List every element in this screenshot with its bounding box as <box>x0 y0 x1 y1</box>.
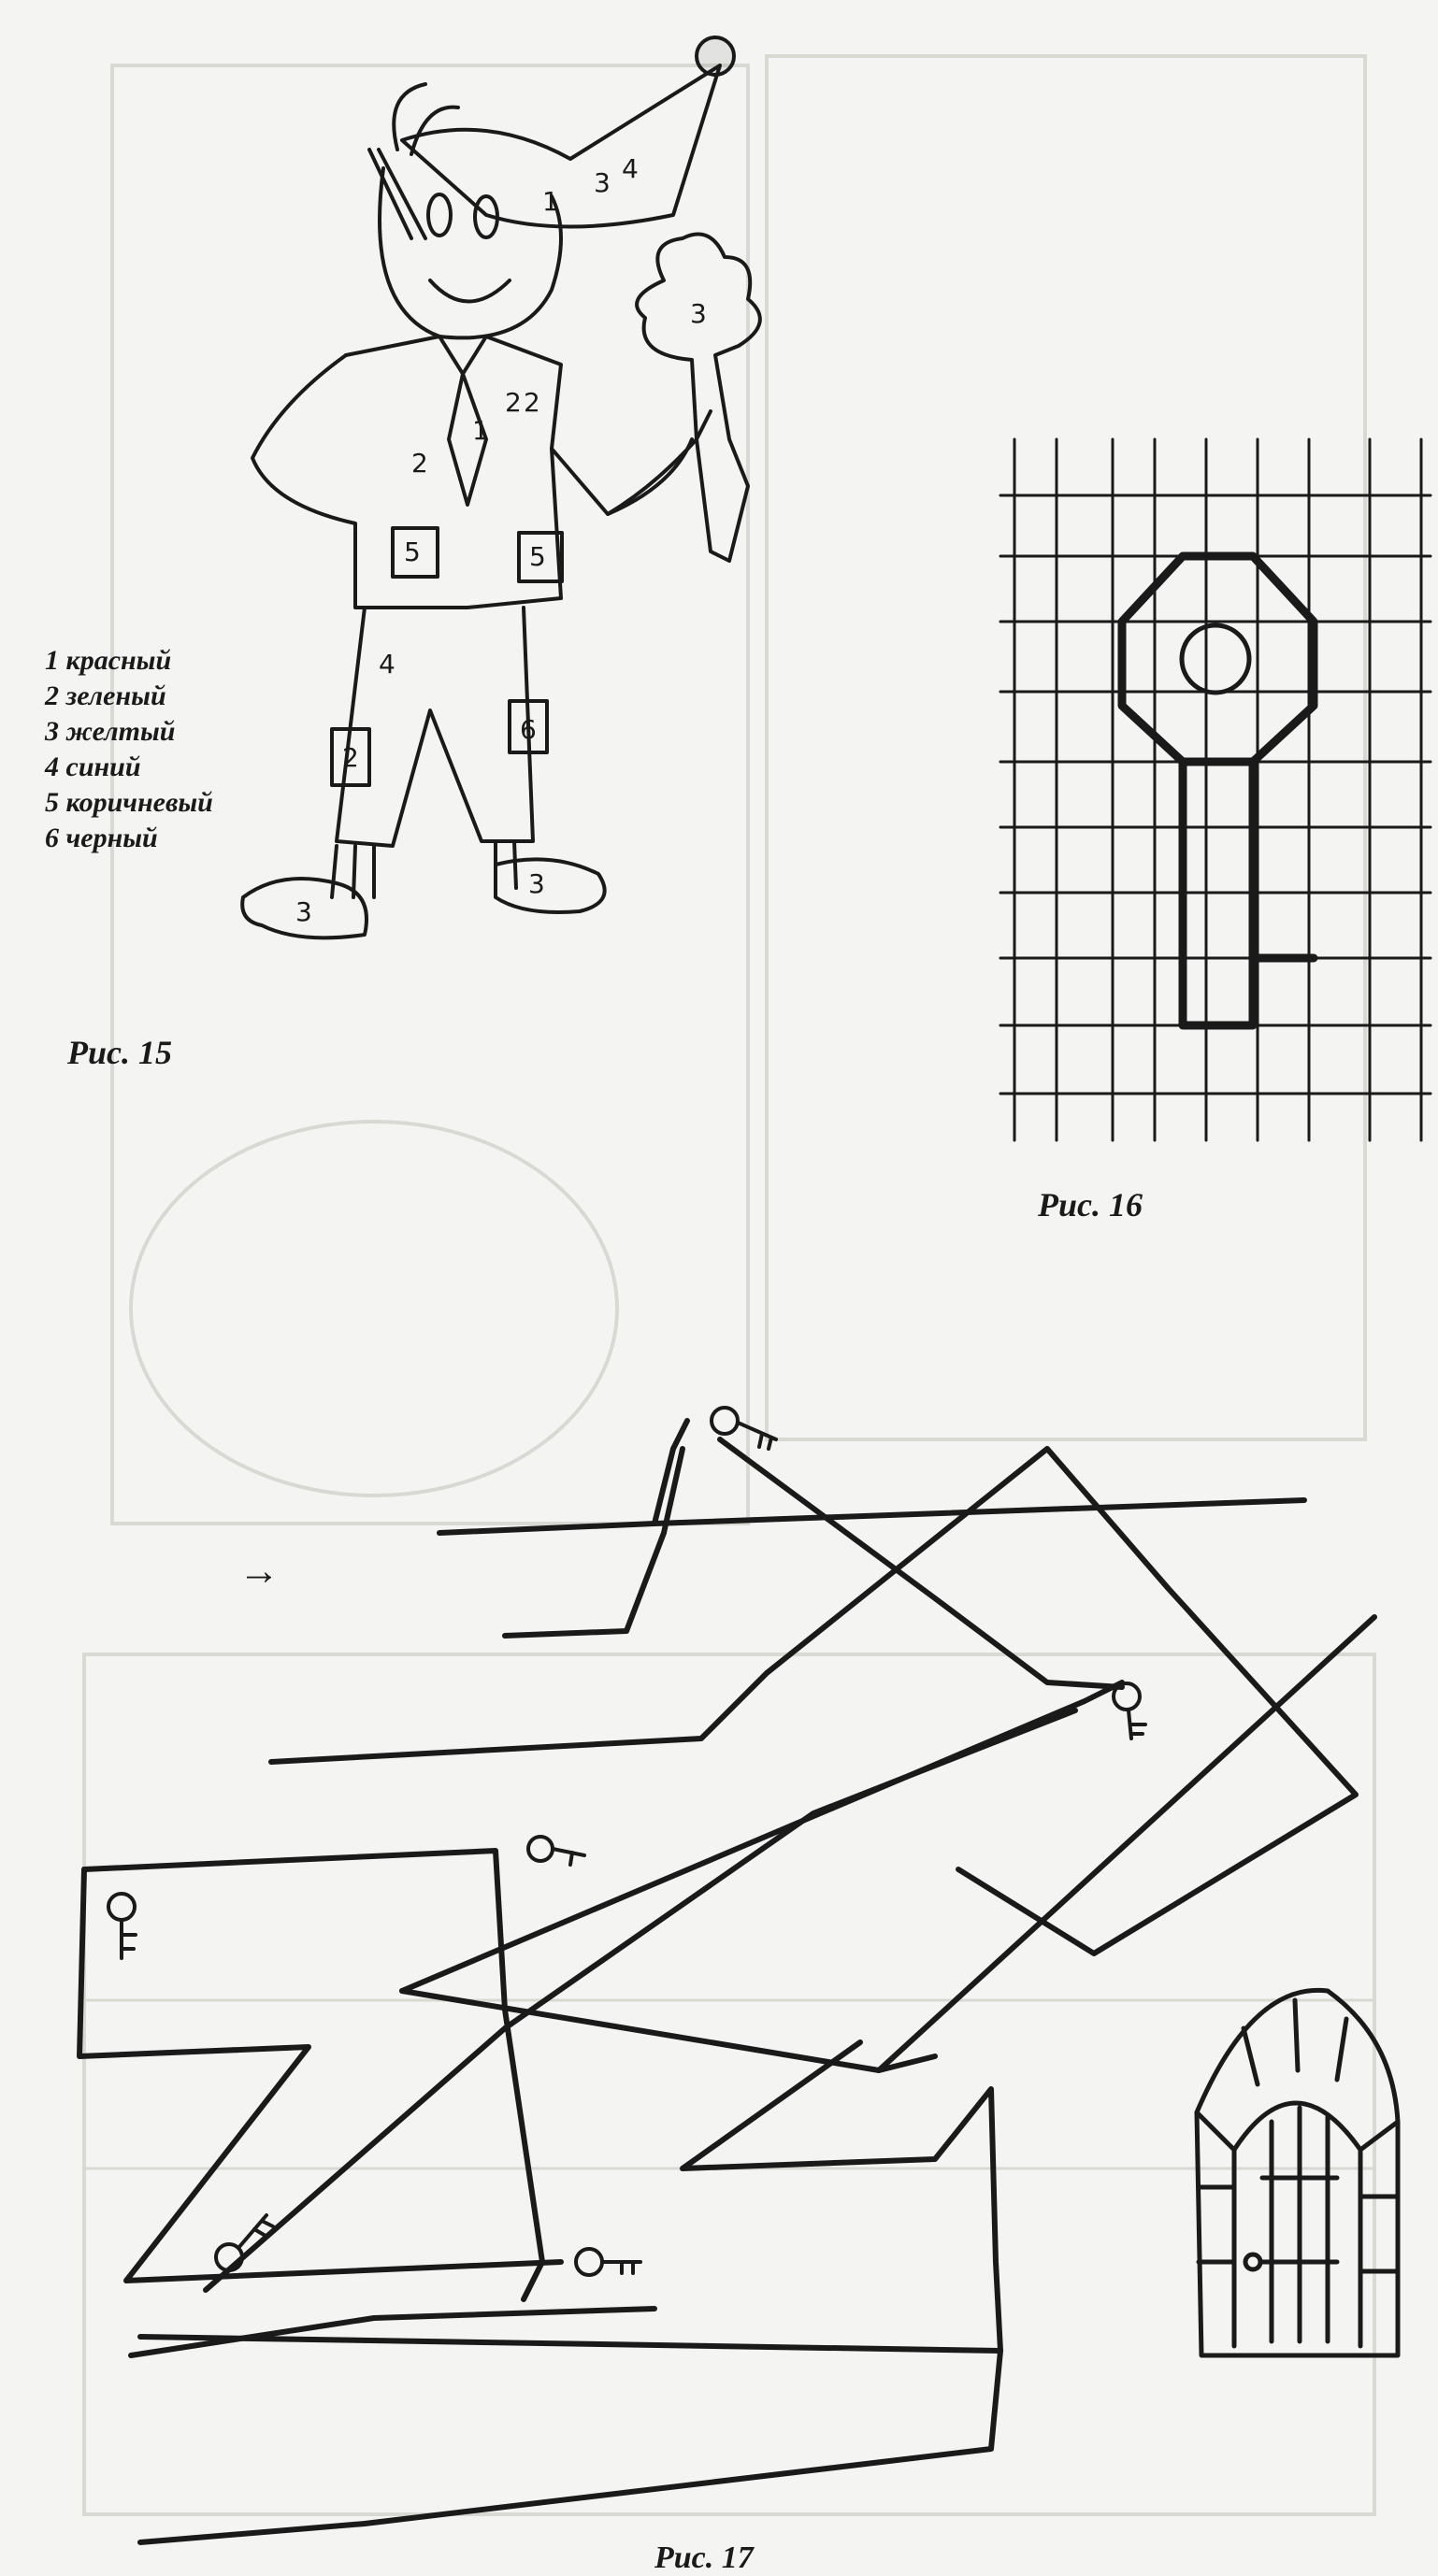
legend-item: 1 красный <box>45 645 172 676</box>
figure-16-caption: Рис. 16 <box>1038 1186 1143 1224</box>
region-number: 2 <box>505 387 522 418</box>
key-icon[interactable] <box>576 2249 640 2275</box>
region-number: 3 <box>295 896 312 927</box>
key-icon[interactable] <box>528 1837 584 1865</box>
region-number: 1 <box>542 186 559 217</box>
region-number: 5 <box>529 541 546 572</box>
region-number: 4 <box>379 649 395 680</box>
region-number: 2 <box>342 742 359 773</box>
region-number: 3 <box>690 298 707 329</box>
region-number: 3 <box>528 868 545 899</box>
region-number: 2 <box>411 448 428 479</box>
region-number: 4 <box>622 153 639 184</box>
region-number: 2 <box>524 387 540 418</box>
legend-item: 4 синий <box>45 751 141 782</box>
legend-item: 5 коричневый <box>45 787 213 818</box>
region-number: 1 <box>472 415 489 446</box>
legend-item: 6 черный <box>45 823 158 853</box>
door-icon[interactable] <box>1197 1990 1398 2355</box>
key-icon[interactable] <box>216 2215 273 2270</box>
figure-15-caption: Рис. 15 <box>67 1034 172 1071</box>
legend-item: 3 желтый <box>45 716 176 747</box>
region-number: 5 <box>404 537 421 567</box>
legend-item: 2 зеленый <box>45 680 166 711</box>
region-number: 3 <box>594 167 611 198</box>
figure-17-caption: Рис. 17 <box>654 2540 754 2575</box>
key-icon[interactable] <box>108 1894 136 1958</box>
key-icon[interactable] <box>1114 1683 1145 1739</box>
start-arrow: → <box>238 1548 280 1594</box>
region-number: 6 <box>520 714 537 745</box>
